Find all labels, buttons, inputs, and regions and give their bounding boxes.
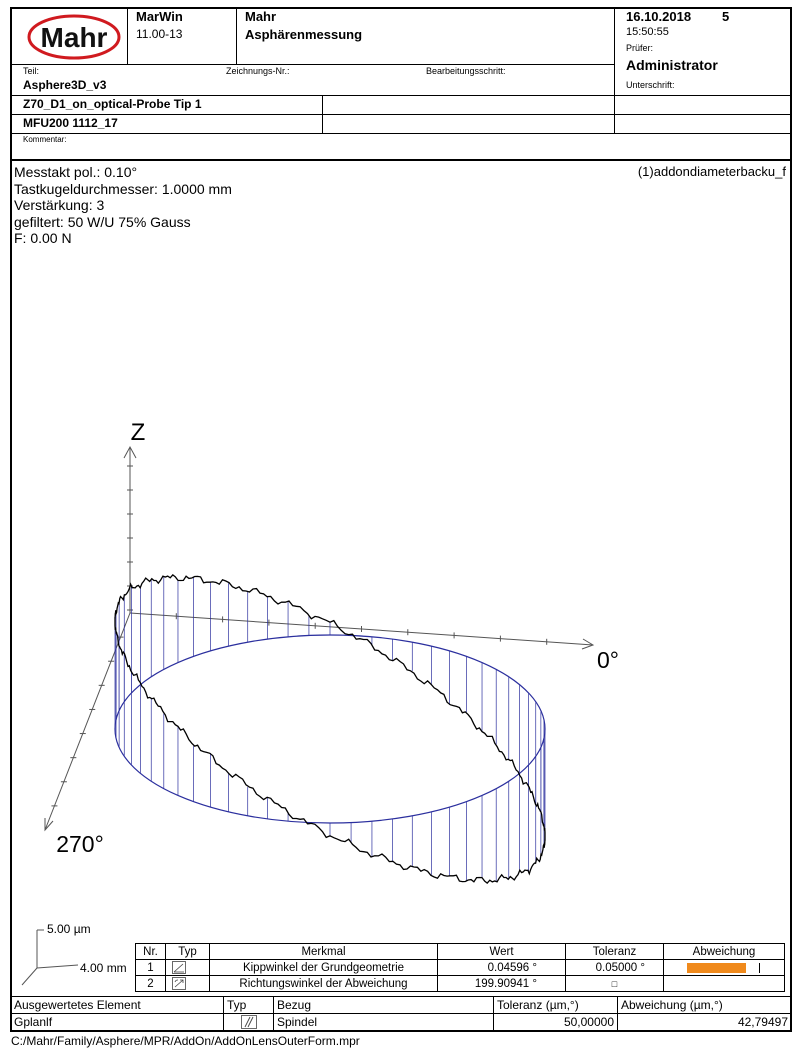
eval-toleranz: 50,00000	[494, 1014, 618, 1031]
eval-bezug: Spindel	[274, 1014, 494, 1031]
zeichnung-label: Zeichnungs-Nr.:	[226, 66, 290, 76]
row-nr: 1	[136, 960, 166, 976]
row-nr: 2	[136, 976, 166, 992]
col-wert: Wert	[438, 944, 566, 960]
evaluation-table-header	[11, 997, 792, 1014]
param-force: F: 0.00 N	[14, 230, 72, 246]
row-wert: 0.04596 °	[438, 960, 566, 976]
col-toleranz: Toleranz	[566, 944, 664, 960]
feature-table	[135, 943, 785, 992]
measurement-name: Z70_D1_on_optical-Probe Tip 1	[23, 97, 202, 111]
row-abweichung	[664, 960, 785, 976]
header-divider-2	[236, 7, 237, 65]
tilt-angle-icon	[172, 961, 186, 974]
row-merkmal: Richtungswinkel der Abweichung	[210, 976, 438, 992]
software-name: MarWin	[136, 9, 183, 24]
logo-text: Mahr	[40, 22, 108, 53]
row-wert: 199.90941 °	[438, 976, 566, 992]
feature-table-header	[136, 944, 785, 960]
col-abweichung: Abweichung	[664, 944, 785, 960]
row-toleranz: 0.05000 °	[566, 960, 664, 976]
teil-label: Teil:	[23, 66, 40, 76]
header-line-2	[10, 95, 792, 96]
param-tastkugel: Tastkugeldurchmesser: 1.0000 mm	[14, 180, 232, 197]
teil-value: Asphere3D_v3	[23, 78, 107, 92]
table-row	[136, 976, 785, 992]
scale-x-label: 4.00 mm	[80, 961, 127, 975]
report-time: 15:50:55	[626, 26, 669, 38]
col-merkmal: Merkmal	[210, 944, 438, 960]
row-typ	[166, 976, 210, 992]
param-filter: gefiltert: 50 W/U 75% Gauss	[14, 213, 191, 230]
pruefer-label: Prüfer:	[626, 43, 654, 53]
bearbeitung-label: Bearbeitungsschritt:	[426, 66, 506, 76]
col-typ: Typ	[166, 944, 210, 960]
pruefer-value: Administrator	[626, 57, 718, 73]
parallelism-icon	[241, 1015, 257, 1029]
measured-profile	[115, 575, 545, 883]
z-axis-label: Z	[130, 419, 146, 446]
program-name: Asphärenmessung	[245, 27, 363, 42]
table-row	[11, 1014, 792, 1031]
header-divider-4	[322, 95, 323, 133]
row-abweichung	[664, 976, 785, 992]
col-nr: Nr.	[136, 944, 166, 960]
header-line-4	[10, 133, 792, 134]
axis-270-label: 270°	[56, 831, 104, 857]
header-line-1	[10, 64, 614, 65]
report-date: 16.10.2018	[626, 9, 692, 24]
file-path: C:/Mahr/Family/Asphere/MPR/AddOn/AddOnLensOuterForm.mpr	[11, 1034, 360, 1048]
header-divider-1	[127, 7, 128, 65]
table-row	[136, 960, 785, 976]
col-abweichung: Abweichung (µm,°)	[618, 997, 792, 1014]
page-number: 5	[722, 9, 730, 24]
scale-z-label: 5.00 µm	[47, 922, 91, 936]
row-typ	[166, 960, 210, 976]
deviation-bar-track	[687, 963, 760, 973]
direction-angle-icon	[172, 977, 186, 990]
axis-0-label: 0°	[597, 647, 619, 673]
eval-abweichung: 42,79497	[618, 1014, 792, 1031]
file-tag: (1)addondiameterbacku_f	[637, 164, 786, 179]
probe-id: MFU200 1112_17	[23, 116, 118, 130]
software-version: 11.00-13	[136, 27, 183, 41]
kommentar-label: Kommentar:	[23, 135, 67, 144]
deviation-bar	[687, 963, 746, 973]
row-merkmal: Kippwinkel der Grundgeometrie	[210, 960, 438, 976]
eval-typ	[224, 1014, 274, 1031]
col-typ: Typ	[224, 997, 274, 1014]
col-bezug: Bezug	[274, 997, 494, 1014]
evaluation-table	[10, 996, 792, 1031]
axis-0-ticks	[176, 613, 546, 645]
axis-270-deg	[45, 613, 130, 830]
col-element: Ausgewertetes Element	[11, 997, 224, 1014]
header-line-3	[10, 114, 792, 115]
row-toleranz: □	[566, 976, 664, 992]
company-name: Mahr	[245, 9, 277, 24]
unterschrift-label: Unterschrift:	[626, 80, 675, 90]
param-verstaerkung: Verstärkung: 3	[14, 197, 105, 213]
eval-element: Gplanlf	[11, 1014, 224, 1031]
param-messtakt: Messtakt pol.: 0.10°	[14, 164, 138, 180]
mahr-logo	[27, 13, 121, 61]
col-toleranz: Toleranz (µm,°)	[494, 997, 618, 1014]
